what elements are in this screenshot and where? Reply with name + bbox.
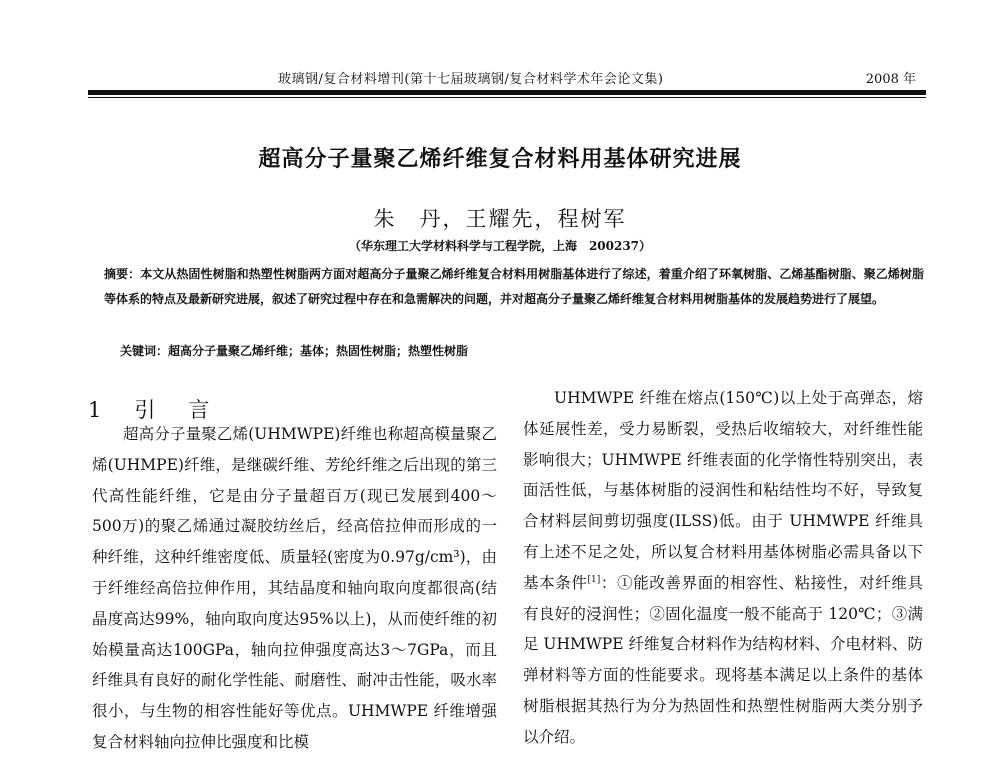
header-rule-thick	[88, 90, 926, 95]
abstract-label: 摘要：	[104, 267, 141, 281]
right-paragraph-part1: UHMWPE 纤维在熔点(150℃)以上处于高弹态，熔体延展性差，受力易断裂，受热后收缩较大，对纤维性能影响很大；UHMWPE 纤维表面的化学惰性特别突出，表面活性低，与基体树脂的浸润性和粘结性均不好，导致复合材料层间剪切强度(ILSS)低。由于 UHMWPE 纤维具有上述不足之处，所以复合材料用基体树脂必需具备以下基本条件	[523, 389, 923, 592]
keywords-label: 关键词：	[120, 344, 169, 358]
keywords-text: 超高分子量聚乙烯纤维；基体；热固性树脂；热塑性树脂	[168, 344, 469, 358]
right-column-paragraph	[523, 383, 923, 753]
keywords	[120, 342, 920, 359]
journal-name: 玻璃钢/复合材料增刊(第十七届玻璃钢/复合材料学术年会论文集)	[278, 72, 664, 87]
abstract-text: 本文从热固性树脂和热塑性树脂两方面对超高分子量聚乙烯纤维复合材料用树脂基体进行了综述，着重介绍了环氧树脂、乙烯基酯树脂、聚乙烯树脂等体系的特点及最新研究进展，叙述了研究过程中存在和急需解决的问题，并对超高分子量聚乙烯纤维复合材料用树脂基体的发展趋势进行了展望。	[104, 267, 924, 306]
running-header	[88, 66, 926, 90]
header-rule-thin	[88, 97, 926, 98]
paper-title: 超高分子量聚乙烯纤维复合材料用基体研究进展	[258, 147, 742, 172]
abstract	[104, 262, 924, 312]
author-affiliation: （华东理工大学材料科学与工程学院，上海 200237）	[348, 239, 652, 253]
left-column-paragraph: 超高分子量聚乙烯(UHMWPE)纤维也称超高模量聚乙烯(UHMPE)纤维，是继碳纤维、芳纶纤维之后出现的第三代高性能纤维，它是由分子量超百万(现已发展到400～500万)的聚乙烯通过凝胶纺丝后，经高倍拉伸而形成的一种纤维，这种纤维密度低、质量轻(密度为0.97g/cm³)，由于纤维经高倍拉伸作用，其结晶度和轴向取向度都很高(结晶度高达99%，轴向取向度达95%以上)，从而使纤维的初始模量高达100GPa，轴向拉伸强度高达3～7GPa，而且纤维具有良好的耐化学性能、耐磨性、耐冲击性能，吸水率很小，与生物的相容性能好等优点。UHMWPE 纤维增强复合材料轴向拉伸比强度和比模	[92, 425, 497, 751]
right-paragraph-part2: ：①能改善界面的相容性、粘接性，对纤维具有良好的浸润性；②固化温度一般不能高于 120℃；③满足 UHMWPE 纤维复合材料作为结构材料、介电材料、防弹材料等方面的性能要求。现将基本满足以上条件的基体树脂根据其热行为分为热固性和热塑性树脂两大类分别予以介绍。	[523, 573, 923, 746]
citation-ref: [1]	[587, 574, 601, 585]
publication-year: 2008 年	[865, 72, 916, 87]
section-heading: 1 引 言	[88, 398, 216, 422]
paper-authors: 朱 丹，王耀先，程树军	[373, 207, 627, 231]
